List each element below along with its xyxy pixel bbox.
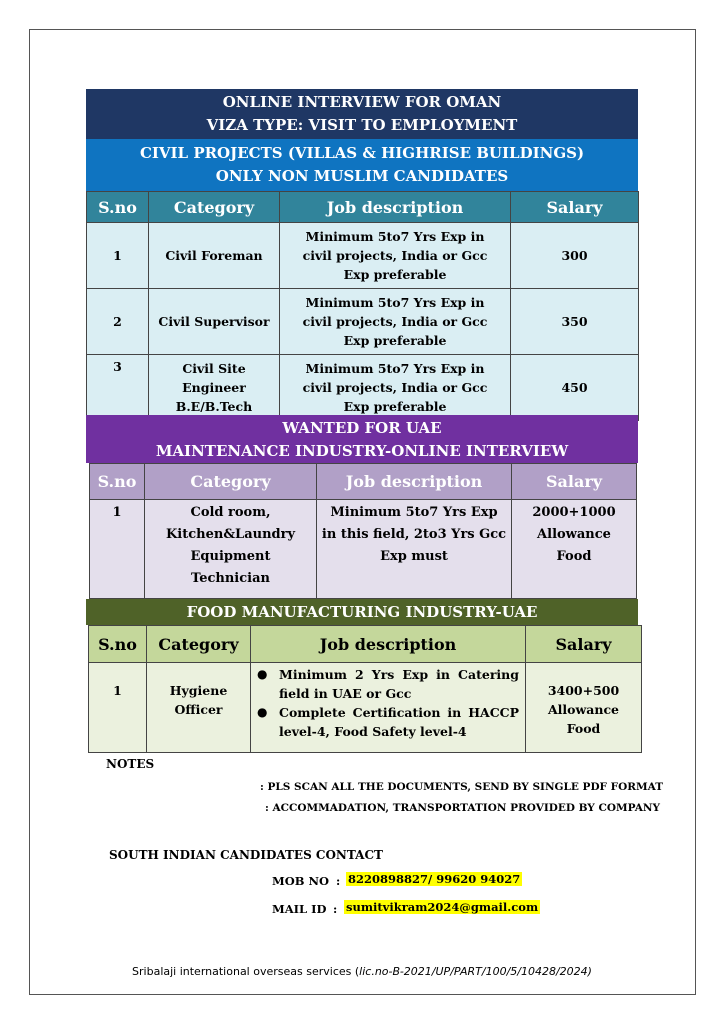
cell-category	[145, 500, 317, 599]
oman-subheader	[86, 139, 638, 191]
table-row	[87, 355, 639, 421]
category-line: Civil Supervisor	[158, 314, 270, 329]
category-line: Kitchen&Laundry	[165, 527, 296, 542]
footer-company: Sribalaji international overseas services (	[132, 965, 360, 978]
salary-line: Food	[556, 549, 592, 564]
contact-title: SOUTH INDIAN CANDIDATES CONTACT	[109, 848, 383, 862]
table-header-row	[90, 464, 637, 500]
bullet-icon: ●	[257, 705, 268, 719]
cell-description	[280, 355, 511, 421]
food-header	[86, 599, 638, 625]
category-line: Civil Site	[182, 361, 246, 376]
cell-description	[317, 500, 512, 599]
salary-line: 3400+500	[547, 683, 620, 698]
oman-header	[86, 89, 638, 139]
desc-line: Minimum 5to7 Yrs Exp in	[305, 295, 485, 310]
table-header-row	[89, 626, 642, 663]
table-row	[87, 223, 639, 289]
oman-jobs-table	[86, 191, 639, 421]
cell-category	[149, 289, 280, 355]
food-title: FOOD MANUFACTURING INDUSTRY-UAE	[186, 603, 538, 621]
note-documents: : PLS SCAN ALL THE DOCUMENTS, SEND BY SINGLE PDF FORMAT	[260, 781, 664, 793]
mob-label: MOB NO	[272, 874, 330, 888]
cell-sno: 1	[89, 663, 147, 753]
desc-line: in this field, 2to3 Yrs Gcc	[321, 527, 507, 542]
category-line: Officer	[174, 702, 223, 717]
bullet-text: Minimum 2 Yrs Exp in Catering field in UAE or Gcc	[279, 667, 519, 701]
list-item	[257, 703, 519, 741]
category-line: Equipment	[190, 549, 271, 564]
desc-line: Exp must	[380, 549, 448, 564]
desc-line: Minimum 5to7 Yrs Exp	[330, 505, 498, 520]
bullet-text: Complete Certification in HACCP level-4, Food Safety level-4	[279, 705, 519, 739]
col-salary: Salary	[512, 464, 637, 500]
footer	[0, 965, 724, 978]
cell-category	[149, 355, 280, 421]
col-job-description: Job description	[280, 192, 511, 223]
salary-line: Allowance	[547, 702, 620, 717]
desc-line: civil projects, India or Gcc	[302, 314, 488, 329]
cell-sno: 2	[87, 289, 149, 355]
category-line: Technician	[191, 571, 270, 586]
col-job-description: Job description	[317, 464, 512, 500]
table-row	[89, 663, 642, 753]
category-line: Cold room,	[190, 505, 271, 520]
desc-line: Minimum 5to7 Yrs Exp in	[305, 229, 485, 244]
cell-salary	[512, 500, 637, 599]
category-line: Engineer	[182, 380, 246, 395]
col-salary: Salary	[526, 626, 642, 663]
cell-description	[251, 663, 526, 753]
desc-line: Exp preferable	[343, 267, 447, 282]
bullet-icon: ●	[257, 667, 268, 681]
cell-salary: 350	[511, 289, 639, 355]
cell-sno: 1	[90, 500, 145, 599]
mail-sep: :	[333, 902, 338, 916]
col-category: Category	[147, 626, 251, 663]
category-line: Hygiene	[169, 683, 228, 698]
visa-type: VIZA TYPE: VISIT TO EMPLOYMENT	[206, 116, 518, 134]
salary-line: Food	[566, 721, 601, 736]
col-job-description: Job description	[251, 626, 526, 663]
cell-sno: 3	[87, 355, 149, 421]
cell-salary: 300	[511, 223, 639, 289]
desc-line: civil projects, India or Gcc	[302, 248, 488, 263]
col-sno: S.no	[87, 192, 149, 223]
cell-salary: 450	[511, 355, 639, 421]
footer-license: lic.no-B-2021/UP/PART/100/5/10428/2024)	[359, 965, 592, 978]
col-category: Category	[145, 464, 317, 500]
email-link[interactable]: sumitvikram2024@gmail.com	[346, 900, 539, 914]
cell-salary	[526, 663, 642, 753]
mail-label: MAIL ID	[272, 902, 327, 916]
category-line: Civil Foreman	[165, 248, 263, 263]
desc-line: Minimum 5to7 Yrs Exp in	[305, 361, 485, 376]
mob-number[interactable]: 8220898827/ 99620 94027	[348, 872, 521, 886]
table-row	[90, 500, 637, 599]
desc-line: Exp preferable	[343, 399, 447, 414]
cell-description	[280, 223, 511, 289]
cell-description	[280, 289, 511, 355]
salary-line: 2000+1000	[532, 505, 616, 520]
cell-category	[149, 223, 280, 289]
uae-industry: MAINTENANCE INDUSTRY-ONLINE INTERVIEW	[155, 442, 569, 460]
col-category: Category	[149, 192, 280, 223]
salary-line: Allowance	[537, 527, 611, 542]
table-row	[87, 289, 639, 355]
list-item	[257, 665, 519, 703]
food-jobs-table	[88, 625, 642, 753]
project-type: CIVIL PROJECTS (VILLAS & HIGHRISE BUILDINGS)	[139, 144, 585, 162]
notes-title: NOTES	[106, 757, 155, 771]
note-accommodation: : ACCOMMADATION, TRANSPORTATION PROVIDED BY COMPANY	[265, 802, 660, 814]
uae-header	[86, 415, 638, 463]
desc-line: civil projects, India or Gcc	[302, 380, 488, 395]
cell-category	[147, 663, 251, 753]
col-sno: S.no	[90, 464, 145, 500]
desc-line: Exp preferable	[343, 333, 447, 348]
mob-sep: :	[336, 874, 341, 888]
table-header-row	[87, 192, 639, 223]
oman-title: ONLINE INTERVIEW FOR OMAN	[222, 93, 502, 111]
cell-sno: 1	[87, 223, 149, 289]
uae-title: WANTED FOR UAE	[282, 419, 442, 437]
col-salary: Salary	[511, 192, 639, 223]
uae-jobs-table	[89, 463, 637, 599]
candidate-requirement: ONLY NON MUSLIM CANDIDATES	[215, 167, 509, 185]
category-line: B.E/B.Tech	[175, 399, 253, 414]
col-sno: S.no	[89, 626, 147, 663]
